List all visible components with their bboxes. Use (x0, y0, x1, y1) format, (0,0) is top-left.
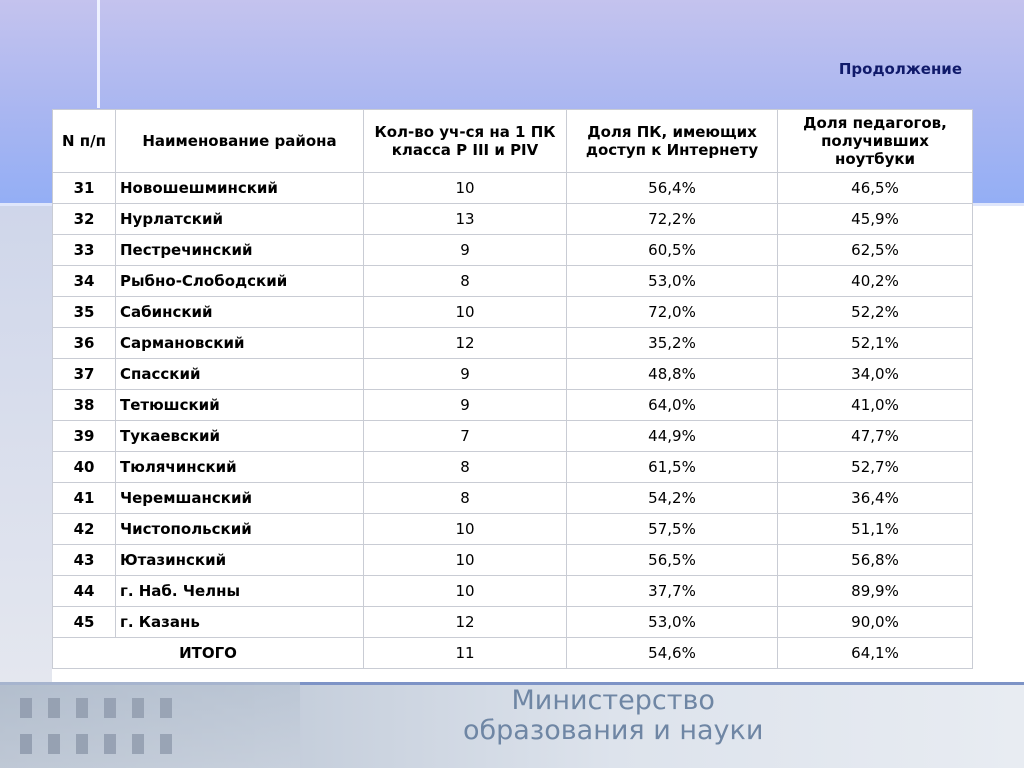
row-number: 32 (53, 204, 116, 235)
students-per-pc: 10 (364, 297, 567, 328)
footer-banner (0, 682, 1024, 768)
row-number: 38 (53, 390, 116, 421)
total-laptops-share: 64,1% (778, 638, 973, 669)
table-row (53, 390, 973, 421)
district-name: Пестречинский (116, 235, 364, 266)
column-header-internet-share: Доля ПК, имеющих доступ к Интернету (567, 110, 778, 173)
row-number: 35 (53, 297, 116, 328)
internet-share: 48,8% (567, 359, 778, 390)
table-row-total (53, 638, 973, 669)
district-name: Сармановский (116, 328, 364, 359)
row-number: 44 (53, 576, 116, 607)
laptops-share: 62,5% (778, 235, 973, 266)
brand-line-2: образования и науки (463, 715, 764, 746)
internet-share: 57,5% (567, 514, 778, 545)
district-name: Рыбно-Слободский (116, 266, 364, 297)
students-per-pc: 12 (364, 607, 567, 638)
brand-line-1: Министерство (511, 685, 715, 716)
window-shape (160, 698, 172, 718)
district-name: Тукаевский (116, 421, 364, 452)
internet-share: 37,7% (567, 576, 778, 607)
students-per-pc: 8 (364, 266, 567, 297)
row-number: 45 (53, 607, 116, 638)
internet-share: 56,4% (567, 173, 778, 204)
internet-share: 72,0% (567, 297, 778, 328)
building-image (0, 682, 300, 768)
table-row (53, 545, 973, 576)
window-shape (76, 698, 88, 718)
window-shape (132, 698, 144, 718)
table-row (53, 452, 973, 483)
laptops-share: 90,0% (778, 607, 973, 638)
row-number: 42 (53, 514, 116, 545)
internet-share: 56,5% (567, 545, 778, 576)
laptops-share: 45,9% (778, 204, 973, 235)
laptops-share: 47,7% (778, 421, 973, 452)
students-per-pc: 9 (364, 390, 567, 421)
laptops-share: 89,9% (778, 576, 973, 607)
column-header-district: Наименование района (116, 110, 364, 173)
internet-share: 54,2% (567, 483, 778, 514)
laptops-share: 41,0% (778, 390, 973, 421)
district-name: Тюлячинский (116, 452, 364, 483)
districts-table (52, 109, 973, 669)
laptops-share: 52,1% (778, 328, 973, 359)
table-row (53, 514, 973, 545)
total-students-per-pc: 11 (364, 638, 567, 669)
window-shape (132, 734, 144, 754)
table-header-row (53, 110, 973, 173)
table-row (53, 297, 973, 328)
students-per-pc: 12 (364, 328, 567, 359)
window-shape (76, 734, 88, 754)
row-number: 43 (53, 545, 116, 576)
laptops-share: 56,8% (778, 545, 973, 576)
row-number: 37 (53, 359, 116, 390)
column-header-number: N п/п (53, 110, 116, 173)
laptops-share: 52,2% (778, 297, 973, 328)
internet-share: 53,0% (567, 266, 778, 297)
window-shape (20, 734, 32, 754)
row-number: 33 (53, 235, 116, 266)
total-label: ИТОГО (53, 638, 364, 669)
table-row (53, 421, 973, 452)
students-per-pc: 8 (364, 483, 567, 514)
district-name: г. Наб. Челны (116, 576, 364, 607)
students-per-pc: 8 (364, 452, 567, 483)
column-header-students-per-pc: Кол-во уч-ся на 1 ПК класса P III и PIV (364, 110, 567, 173)
row-number: 34 (53, 266, 116, 297)
district-name: Ютазинский (116, 545, 364, 576)
students-per-pc: 13 (364, 204, 567, 235)
students-per-pc: 10 (364, 173, 567, 204)
internet-share: 64,0% (567, 390, 778, 421)
laptops-share: 51,1% (778, 514, 973, 545)
students-per-pc: 10 (364, 514, 567, 545)
laptops-share: 52,7% (778, 452, 973, 483)
table-row (53, 173, 973, 204)
district-name: Тетюшский (116, 390, 364, 421)
laptops-share: 34,0% (778, 359, 973, 390)
row-number: 41 (53, 483, 116, 514)
laptops-share: 40,2% (778, 266, 973, 297)
students-per-pc: 10 (364, 576, 567, 607)
column-header-laptops-share: Доля педагогов, получивших ноутбуки (778, 110, 973, 173)
district-name: Спасский (116, 359, 364, 390)
students-per-pc: 9 (364, 359, 567, 390)
window-shape (104, 734, 116, 754)
students-per-pc: 10 (364, 545, 567, 576)
district-name: Новошешминский (116, 173, 364, 204)
internet-share: 53,0% (567, 607, 778, 638)
table-row (53, 266, 973, 297)
table-row (53, 607, 973, 638)
internet-share: 61,5% (567, 452, 778, 483)
internet-share: 60,5% (567, 235, 778, 266)
side-band (0, 206, 52, 682)
table-row (53, 328, 973, 359)
table-row (53, 359, 973, 390)
decorative-line (97, 0, 100, 108)
row-number: 31 (53, 173, 116, 204)
district-name: Нурлатский (116, 204, 364, 235)
district-name: г. Казань (116, 607, 364, 638)
window-shape (48, 734, 60, 754)
window-shape (104, 698, 116, 718)
table-row (53, 483, 973, 514)
district-name: Чистопольский (116, 514, 364, 545)
district-name: Сабинский (116, 297, 364, 328)
district-name: Черемшанский (116, 483, 364, 514)
table-row (53, 204, 973, 235)
window-shape (48, 698, 60, 718)
students-per-pc: 9 (364, 235, 567, 266)
table-row (53, 576, 973, 607)
laptops-share: 46,5% (778, 173, 973, 204)
laptops-share: 36,4% (778, 483, 973, 514)
internet-share: 35,2% (567, 328, 778, 359)
row-number: 40 (53, 452, 116, 483)
row-number: 39 (53, 421, 116, 452)
table-row (53, 235, 973, 266)
internet-share: 44,9% (567, 421, 778, 452)
total-internet-share: 54,6% (567, 638, 778, 669)
students-per-pc: 7 (364, 421, 567, 452)
ministry-logo-text (463, 686, 763, 746)
row-number: 36 (53, 328, 116, 359)
continuation-label: Продолжение (838, 60, 962, 78)
window-shape (20, 698, 32, 718)
internet-share: 72,2% (567, 204, 778, 235)
window-shape (160, 734, 172, 754)
